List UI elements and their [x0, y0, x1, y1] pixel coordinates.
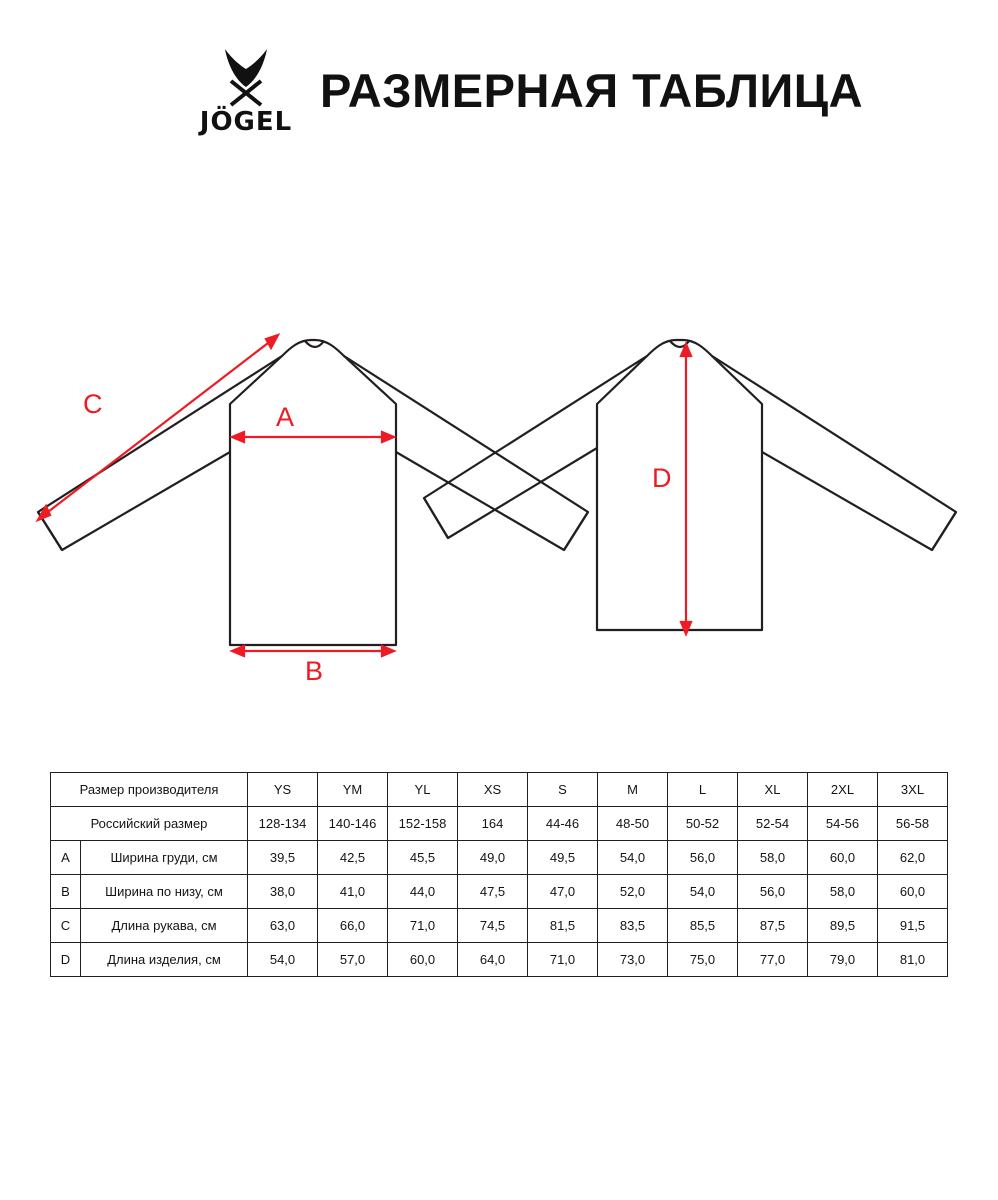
table-header-row-russian [51, 807, 948, 841]
illustration-svg [0, 300, 998, 720]
page-title: РАЗМЕРНАЯ ТАБЛИЦА [320, 63, 864, 117]
label-b: B [305, 656, 324, 686]
measurement-labels [83, 389, 672, 686]
header-size-xl: XL [738, 773, 808, 807]
cell-d-xl: 77,0 [738, 943, 808, 977]
table-row [51, 909, 948, 943]
russian-size-m: 48-50 [598, 807, 668, 841]
cell-d-2xl: 79,0 [808, 943, 878, 977]
table-header-row-manufacturer [51, 773, 948, 807]
header-size-ys: YS [248, 773, 318, 807]
header-size-yl: YL [388, 773, 458, 807]
measurement-illustration [0, 300, 998, 720]
cell-b-l: 54,0 [668, 875, 738, 909]
size-table [50, 772, 948, 977]
russian-size-ym: 140-146 [318, 807, 388, 841]
jersey-front-view [38, 340, 588, 645]
cell-b-ym: 41,0 [318, 875, 388, 909]
cell-c-2xl: 89,5 [808, 909, 878, 943]
cell-a-xs: 49,0 [458, 841, 528, 875]
jersey-back-view [424, 340, 956, 630]
cell-b-xs: 47,5 [458, 875, 528, 909]
label-d: D [652, 463, 672, 493]
brand-logo [196, 45, 296, 135]
cell-b-yl: 44,0 [388, 875, 458, 909]
row-letter-d: D [51, 943, 81, 977]
row-label-sleeve-length: Длина рукава, см [81, 909, 248, 943]
cell-c-ym: 66,0 [318, 909, 388, 943]
header-size-xs: XS [458, 773, 528, 807]
header-size-m: M [598, 773, 668, 807]
cell-b-2xl: 58,0 [808, 875, 878, 909]
cell-b-m: 52,0 [598, 875, 668, 909]
header-size-3xl: 3XL [878, 773, 948, 807]
table-row [51, 943, 948, 977]
cell-c-3xl: 91,5 [878, 909, 948, 943]
size-table-container [50, 772, 948, 977]
russian-size-ys: 128-134 [248, 807, 318, 841]
cell-d-xs: 64,0 [458, 943, 528, 977]
row-label-chest-width: Ширина груди, см [81, 841, 248, 875]
page-header [0, 0, 998, 137]
header-size-ym: YM [318, 773, 388, 807]
cell-a-xl: 58,0 [738, 841, 808, 875]
cell-c-m: 83,5 [598, 909, 668, 943]
table-row [51, 875, 948, 909]
row-letter-c: C [51, 909, 81, 943]
cell-d-s: 71,0 [528, 943, 598, 977]
russian-size-yl: 152-158 [388, 807, 458, 841]
label-c: C [83, 389, 103, 419]
row-label-bottom-width: Ширина по низу, см [81, 875, 248, 909]
russian-size-3xl: 56-58 [878, 807, 948, 841]
header-manufacturer-label: Размер производителя [51, 773, 248, 807]
cell-c-xl: 87,5 [738, 909, 808, 943]
header-size-2xl: 2XL [808, 773, 878, 807]
cell-c-xs: 74,5 [458, 909, 528, 943]
cell-c-s: 81,5 [528, 909, 598, 943]
jogel-logo-icon [215, 45, 277, 107]
cell-b-s: 47,0 [528, 875, 598, 909]
header-russian-label: Российский размер [51, 807, 248, 841]
row-label-product-length: Длина изделия, см [81, 943, 248, 977]
cell-d-m: 73,0 [598, 943, 668, 977]
cell-a-m: 54,0 [598, 841, 668, 875]
brand-wordmark: JÖGEL [199, 107, 293, 137]
cell-a-s: 49,5 [528, 841, 598, 875]
cell-d-l: 75,0 [668, 943, 738, 977]
russian-size-2xl: 54-56 [808, 807, 878, 841]
cell-d-ym: 57,0 [318, 943, 388, 977]
cell-c-yl: 71,0 [388, 909, 458, 943]
russian-size-xl: 52-54 [738, 807, 808, 841]
cell-a-3xl: 62,0 [878, 841, 948, 875]
cell-d-ys: 54,0 [248, 943, 318, 977]
cell-a-ym: 42,5 [318, 841, 388, 875]
russian-size-l: 50-52 [668, 807, 738, 841]
cell-d-yl: 60,0 [388, 943, 458, 977]
measurement-arrows [38, 335, 691, 656]
cell-d-3xl: 81,0 [878, 943, 948, 977]
cell-a-2xl: 60,0 [808, 841, 878, 875]
table-row [51, 841, 948, 875]
russian-size-xs: 164 [458, 807, 528, 841]
russian-size-s: 44-46 [528, 807, 598, 841]
cell-a-l: 56,0 [668, 841, 738, 875]
row-letter-b: B [51, 875, 81, 909]
header-size-l: L [668, 773, 738, 807]
row-letter-a: A [51, 841, 81, 875]
cell-c-ys: 63,0 [248, 909, 318, 943]
cell-b-ys: 38,0 [248, 875, 318, 909]
header-size-s: S [528, 773, 598, 807]
cell-a-ys: 39,5 [248, 841, 318, 875]
label-a: A [276, 402, 295, 432]
cell-b-xl: 56,0 [738, 875, 808, 909]
cell-c-l: 85,5 [668, 909, 738, 943]
cell-a-yl: 45,5 [388, 841, 458, 875]
cell-b-3xl: 60,0 [878, 875, 948, 909]
